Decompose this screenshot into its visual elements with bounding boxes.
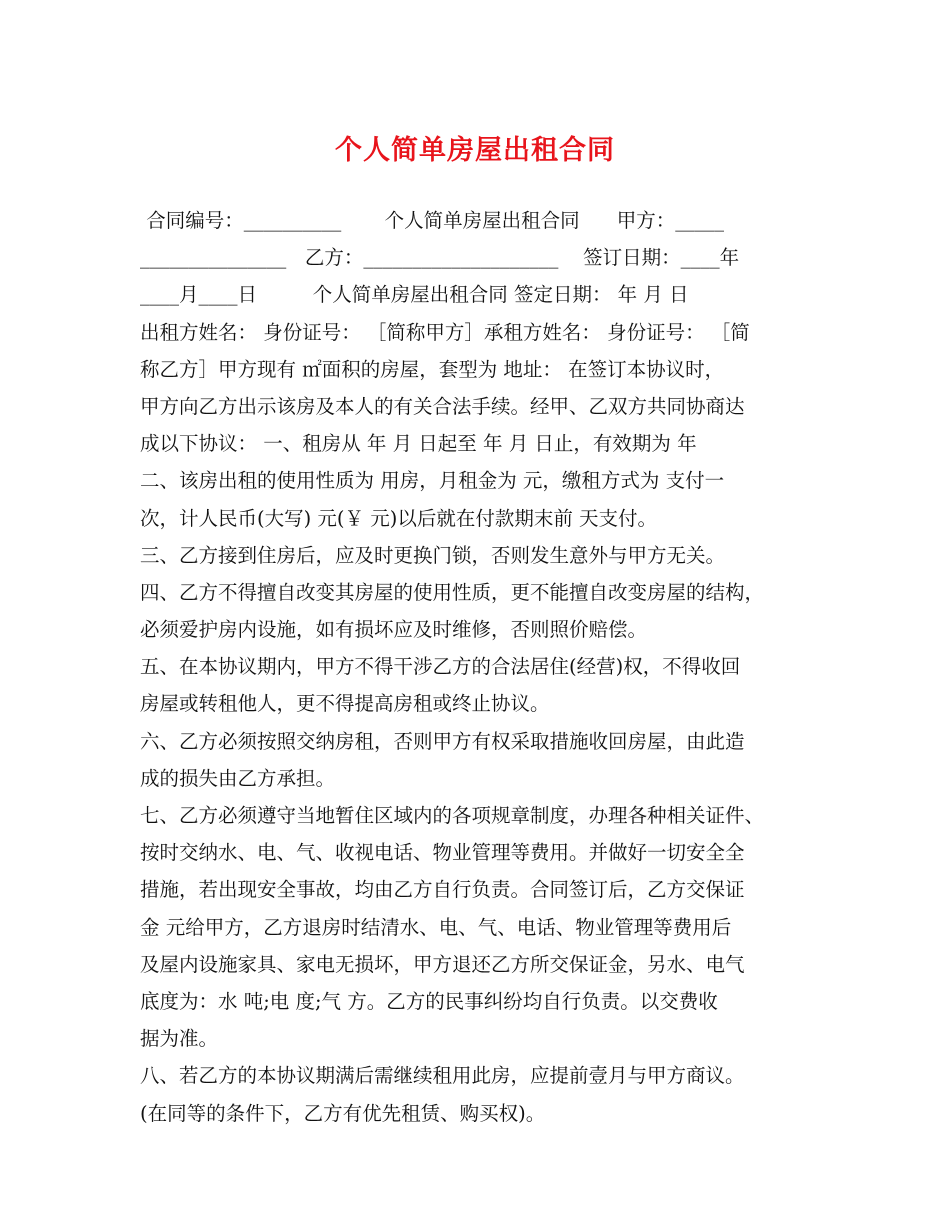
text-line: 四、乙方不得擅自改变其房屋的使用性质，更不能擅自改变房屋的结构， [140,580,765,604]
contract-body [140,202,830,1132]
text-line: 甲方向乙方出示该房及本人的有关合法手续。经甲、乙双方共同协商达 [140,394,745,418]
text-line: _______________ 乙方：____________________ 签订日期：____年 [140,246,740,270]
text-line: 次，计人民币(大写) 元(￥ 元)以后就在付款期末前 天支付。 [140,506,658,530]
text-line: (在同等的条件下，乙方有优先租赁、购买权)。 [140,1101,546,1125]
text-line: 措施，若出现安全事故，均由乙方自行负责。合同签订后，乙方交保证 [140,878,745,902]
text-line: 三、乙方接到住房后，应及时更换门锁，否则发生意外与甲方无关。 [140,543,726,567]
text-line: 房屋或转租他人，更不得提高房租或终止协议。 [140,692,550,716]
text-line: 据为准。 [140,1027,219,1051]
text-line: 二、该房出租的使用性质为 用房，月租金为 元，缴租方式为 支付一 [140,469,725,493]
text-line: 按时交纳水、电、气、收视电话、物业管理等费用。并做好一切安全全 [140,841,745,865]
text-line: 成以下协议： 一、租房从 年 月 日起至 年 月 日止，有效期为 年 [140,432,697,456]
text-line: 及屋内设施家具、家电无损坏，甲方退还乙方所交保证金，另水、电气 [140,952,745,976]
text-line: ____月____日 个人简单房屋出租合同 签定日期： 年 月 日 [140,283,689,307]
text-line: 八、若乙方的本协议期满后需继续租用此房，应提前壹月与甲方商议。 [140,1064,745,1088]
text-line: 成的损失由乙方承担。 [140,766,336,790]
text-line: 底度为：水 吨;电 度;气 方。乙方的民事纠纷均自行负责。以交费收 [140,989,718,1013]
text-line: 合同编号：__________ 个人简单房屋出租合同 甲方：_____ [140,209,725,232]
text-line: 五、在本协议期内，甲方不得干涉乙方的合法居住(经营)权，不得收回 [140,655,741,679]
text-line: 金 元给甲方，乙方退房时结清水、电、气、电话、物业管理等费用后 [140,915,732,939]
text-line: 出租方姓名： 身份证号： ［简称甲方］承租方姓名： 身份证号： ［简 [140,320,750,344]
text-line: 称乙方］甲方现有 ㎡面积的房屋，套型为 地址： 在签订本协议时， [140,357,725,381]
text-line: 必须爱护房内设施，如有损坏应及时维修，否则照价赔偿。 [140,618,648,642]
text-line: 六、乙方必须按照交纳房租，否则甲方有权采取措施收回房屋，由此造 [140,729,745,753]
text-line: 七、乙方必须遵守当地暂住区域内的各项规章制度，办理各种相关证件、 [140,804,765,827]
document-title: 个人简单房屋出租合同 [335,135,615,166]
